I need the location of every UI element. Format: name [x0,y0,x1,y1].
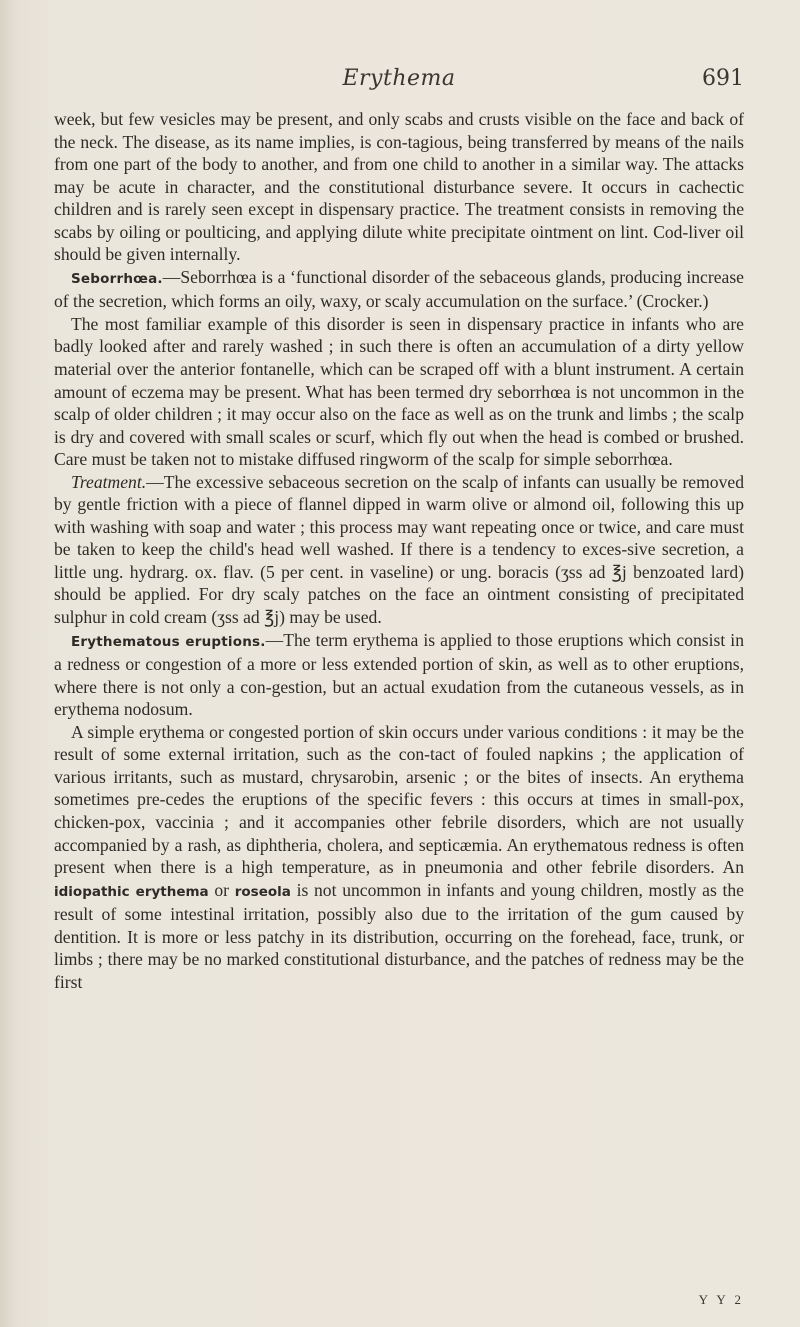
paragraph-seborrhoea-description [54,313,744,471]
term-roseola: roseola [234,883,291,900]
body-text [54,108,744,993]
term-idiopathic-erythema: idiopathic erythema [54,883,209,900]
running-head [54,66,744,98]
paragraph-text: or [208,879,235,900]
paragraph-text: —The term erythema is applied to those eruptions which consist in a redness or congestion of a more or less extended portion of skin, as well as to other eruptions, where there is not only a con-gestion, but an actual exudation from the cutaneous vessels, as in erythema nodosum. [54,629,744,720]
paragraph-text: is not uncommon in infants and young children, mostly as the result of some intestinal irritation, possibly also due to the irritation of the gum caused by dentition. It is more or less patchy in its distribution, occurring on the forehead, face, trunk, or limbs ; there may be no marked constitutional disturbance, and the patches of redness may be the first [54,879,744,992]
subheading-treatment: Treatment. [71,471,147,492]
paragraph-seborrhoea-treatment [54,471,744,629]
page-number: 691 [702,66,744,91]
paragraph-text: —Seborrhœa is a ‘functional disorder of the sebaceous glands, producing increase of the secretion, which forms an oily, waxy, or scaly accumulation on the surface.’ (Crocker.) [54,266,744,312]
paragraph-text: A simple erythema or congested portion of skin occurs under various conditions : it may be the result of some external irritation, such as the con-tact of fouled napkins ; the application of various irritants, such as mustard, chrysarobin, arsenic ; or the bites of insects. An erythema sometimes pre-cedes the eruptions of the specific fevers : this occurs at times in small-pox, chicken-pox, vaccinia ; and it accompanies other febrile disorders, which are not usually accompanied by a rash, as diphtheria, cholera, and septicæmia. An erythematous redness is often present when there is a high temperature, as in pneumonia and other febrile disorders. An [54,721,744,878]
paragraph-text: —The excessive sebaceous secretion on the scalp of infants can usually be removed by gentle friction with a piece of flannel dipped in warm olive or almond oil, following this up with washing with soap and water ; this process may want repeating once or twice, and care must be taken to keep the child's head well washed. If there is a tendency to exces-sive secretion, a little ung. hydrarg. ox. flav. (5 per cent. in vaseline) or ung. boracis (ʒss ad ℥j benzoated lard) should be applied. For dry scaly patches on the face an ointment consisting of precipitated sulphur in cold cream (ʒss ad ℥j) may be used. [54,471,744,628]
paragraph-simple-erythema [54,721,744,994]
paragraph-erythematous-eruptions [54,629,744,721]
signature-mark: Y Y 2 [698,1292,744,1307]
paragraph-text: week, but few vesicles may be present, and only scabs and crusts visible on the face and back of the neck. The disease, as its name implies, is con-tagious, being transferred by means of the nails from one part of the body to another, and from one child to another in a similar way. The attacks may be acute in character, and the constitutional disturbance severe. It occurs in cachectic children and is rarely seen except in dispensary practice. The treatment consists in removing the scabs by oiling or poulticing, and applying dilute white precipitate ointment on lint. Cod-liver oil should be given internally. [54,109,744,265]
paragraph-text: The most familiar example of this disorder is seen in dispensary practice in infants who are badly looked after and rarely washed ; in such there is often an accumulation of a dirty yellow material over the anterior fontanelle, which can be scraped off with a blunt instrument. A certain amount of eczema may be present. What has been termed dry seborrhœa is not uncommon in the scalp of older children ; it may occur also on the face as well as on the trunk and limbs ; the scalp is dry and covered with small scales or scurf, which fly out when the head is combed or brushed. Care must be taken not to mistake diffused ringworm of the scalp for simple seborrhœa. [54,313,744,470]
running-head-title: Erythema [342,66,456,91]
section-heading-seborrhoea: Seborrhœa. [71,270,163,287]
paragraph-seborrhoea-definition [54,266,744,313]
paragraph-impetigo-continued [54,108,744,266]
section-heading-erythematous-eruptions: Erythematous eruptions. [71,633,266,650]
